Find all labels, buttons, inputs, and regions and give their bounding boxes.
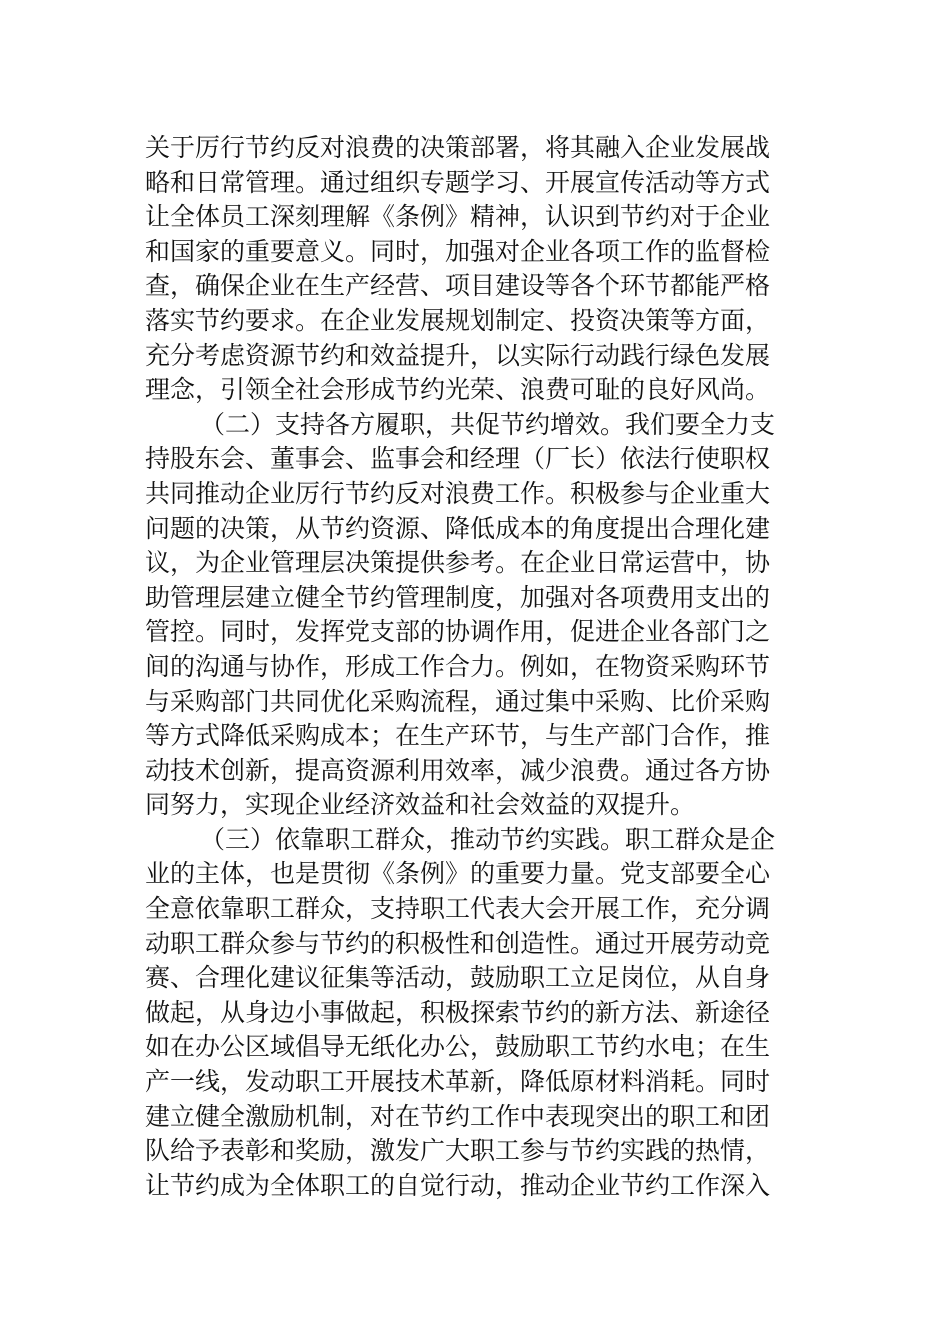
text-line: 建立健全激励机制，对在节约工作中表现突出的职工和团: [145, 1101, 771, 1131]
text-line: 助管理层建立健全节约管理制度，加强对各项费用支出的: [145, 582, 771, 612]
text-line: 议，为企业管理层决策提供参考。在企业日常运营中，协: [145, 548, 771, 578]
text-line: 产一线，发动职工开展技术革新，降低原材料消耗。同时: [145, 1067, 771, 1097]
paragraph-heading-line: （三）依靠职工群众，推动节约实践。职工群众是企: [200, 824, 776, 854]
text-line: 关于厉行节约反对浪费的决策部署，将其融入企业发展战: [145, 133, 771, 162]
text-line: 让全体员工深刻理解《条例》精神，认识到节约对于企业: [145, 202, 771, 232]
text-line: 落实节约要求。在企业发展规划制定、投资决策等方面，: [145, 305, 771, 335]
text-line: 队给予表彰和奖励，激发广大职工参与节约实践的热情，: [145, 1136, 771, 1166]
text-line: 如在办公区域倡导无纸化办公，鼓励职工节约水电；在生: [145, 1032, 771, 1062]
text-line: 和国家的重要意义。同时，加强对企业各项工作的监督检: [145, 236, 771, 266]
text-line: 做起，从身边小事做起，积极探索节约的新方法、新途径: [145, 997, 771, 1027]
text-line: 同努力，实现企业经济效益和社会效益的双提升。: [145, 790, 696, 820]
text-line: 与采购部门共同优化采购流程，通过集中采购、比价采购: [145, 686, 771, 716]
text-line: 让节约成为全体职工的自觉行动，推动企业节约工作深入: [145, 1170, 771, 1200]
text-line: 管控。同时，发挥党支部的协调作用，促进企业各部门之: [145, 617, 771, 647]
text-line: 动技术创新，提高资源利用效率，减少浪费。通过各方协: [145, 755, 771, 785]
text-line: 略和日常管理。通过组织专题学习、开展宣传活动等方式: [145, 167, 771, 197]
text-line: 理念，引领全社会形成节约光荣、浪费可耻的良好风尚。: [145, 375, 771, 405]
document-body: [145, 131, 811, 1203]
paragraph-heading-line: （二）支持各方履职，共促节约增效。我们要全力支: [200, 409, 776, 439]
text-line: 业的主体，也是贯彻《条例》的重要力量。党支部要全心: [145, 859, 771, 889]
text-line: 共同推动企业厉行节约反对浪费工作。积极参与企业重大: [145, 478, 771, 508]
text-line: 等方式降低采购成本；在生产环节，与生产部门合作，推: [145, 721, 771, 751]
text-line: 充分考虑资源节约和效益提升，以实际行动践行绿色发展: [145, 340, 771, 370]
text-line: 动职工群众参与节约的积极性和创造性。通过开展劳动竞: [145, 928, 771, 958]
text-line: 问题的决策，从节约资源、降低成本的角度提出合理化建: [145, 513, 771, 543]
text-line: 查，确保企业在生产经营、项目建设等各个环节都能严格: [145, 271, 771, 301]
text-line: 全意依靠职工群众，支持职工代表大会开展工作，充分调: [145, 894, 771, 924]
text-line: 间的沟通与协作，形成工作合力。例如，在物资采购环节: [145, 651, 771, 681]
text-line: 持股东会、董事会、监事会和经理（厂长）依法行使职权: [145, 444, 771, 474]
text-line: 赛、合理化建议征集等活动，鼓励职工立足岗位，从自身: [145, 963, 771, 993]
